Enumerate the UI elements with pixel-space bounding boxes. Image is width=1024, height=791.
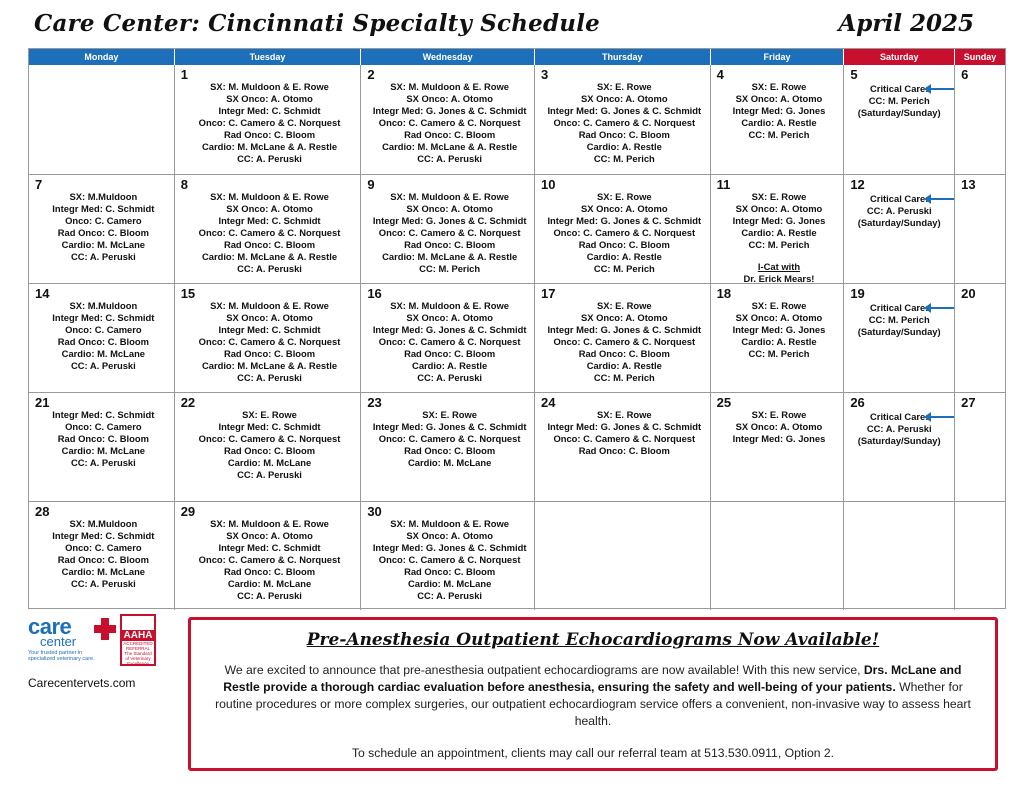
schedule-entry: Rad Onco: C. Bloom	[223, 348, 316, 359]
day-number: 17	[540, 286, 556, 301]
day-cell-monday	[29, 175, 175, 283]
schedule-entry: SX Onco: A. Otomo	[580, 312, 668, 323]
schedule-entry: SX Onco: A. Otomo	[226, 93, 313, 104]
schedule-list	[711, 191, 844, 283]
schedule-entry: SX Onco: A. Otomo	[406, 93, 493, 104]
schedule-entry: SX Onco: A. Otomo	[226, 530, 313, 541]
schedule-entry: SX: E. Rowe	[751, 81, 807, 92]
schedule-entry: SX: M. Muldoon & E. Rowe	[390, 518, 510, 529]
red-cross-icon	[94, 618, 116, 640]
day-cell-thursday	[535, 502, 711, 610]
announcement-title: Pre-Anesthesia Outpatient Echocardiograms Now Available!	[306, 630, 880, 650]
day-number: 28	[35, 504, 50, 519]
schedule-entry: Onco: C. Camero	[65, 542, 142, 553]
schedule-entry: Cardio: M. McLane & A. Restle	[201, 141, 338, 152]
day-cell-sunday	[955, 502, 1005, 610]
schedule-entry: SX: M.Muldoon	[69, 518, 138, 529]
schedule-entry: SX Onco: A. Otomo	[735, 203, 823, 214]
schedule-entry: SX: E. Rowe	[751, 191, 807, 202]
schedule-entry: SX: M. Muldoon & E. Rowe	[210, 518, 329, 529]
logo-tagline: Your trusted partner in specialized veterinary care.	[28, 650, 95, 662]
day-number: 3	[540, 67, 549, 82]
schedule-entry: Rad Onco: C. Bloom	[57, 227, 149, 238]
schedule-entry: Integr Med: C. Schmidt	[52, 530, 155, 541]
announcement-body-bold: Drs. McLane and Restle provide a thorough cardiac evaluation before anesthesia, ensuring the safety and well-being of your patients.	[223, 663, 962, 694]
schedule-entry: Rad Onco: C. Bloom	[404, 239, 496, 250]
day-header-saturday: Saturday	[844, 49, 955, 65]
schedule-entry: Integr Med: C. Schmidt	[218, 215, 321, 226]
schedule-entry: SX Onco: A. Otomo	[406, 530, 493, 541]
day-number: 7	[35, 177, 43, 192]
day-number: 15	[180, 286, 196, 301]
schedule-entry: SX Onco: A. Otomo	[406, 203, 493, 214]
schedule-entry: CC: A. Peruski	[417, 590, 483, 601]
month-label: April 2025	[838, 10, 974, 37]
schedule-entry: Rad Onco: C. Bloom	[404, 129, 496, 140]
schedule-entry: Integr Med: G. Jones & C. Schmidt	[372, 215, 527, 226]
day-cell-tuesday	[175, 284, 362, 392]
schedule-entry: Cardio: M. McLane	[227, 578, 312, 589]
schedule-list	[175, 300, 361, 384]
double-arrow-icon	[930, 416, 955, 418]
week-row	[29, 174, 1005, 283]
schedule-entry: Integr Med: C. Schmidt	[218, 542, 321, 553]
critical-care-line: (Saturday/Sunday)	[857, 217, 941, 228]
day-cell-wednesday	[361, 65, 535, 174]
day-header-thursday: Thursday	[535, 49, 711, 65]
day-cell-thursday	[535, 393, 711, 501]
day-cell-wednesday	[361, 393, 535, 501]
schedule-entry: Onco: C. Camero	[65, 215, 142, 226]
day-cell-tuesday	[175, 502, 362, 610]
day-cell-tuesday	[175, 393, 362, 501]
schedule-entry: Onco: C. Camero & C. Norquest	[198, 117, 341, 128]
schedule-entry: CC: M. Perich	[748, 348, 810, 359]
schedule-entry: Integr Med: G. Jones & C. Schmidt	[372, 105, 527, 116]
schedule-list	[361, 518, 534, 602]
schedule-entry: Integr Med: G. Jones	[732, 105, 826, 116]
day-header-friday: Friday	[711, 49, 845, 65]
logo-care-text: care	[28, 614, 72, 639]
day-number: 26	[850, 395, 865, 410]
schedule-entry: SX: M. Muldoon & E. Rowe	[390, 191, 510, 202]
day-number: 12	[850, 177, 865, 192]
schedule-entry: Integr Med: C. Schmidt	[218, 421, 321, 432]
schedule-entry: Rad Onco: C. Bloom	[578, 445, 670, 456]
day-number: 29	[180, 504, 196, 519]
aaha-sub-label-2: The Standard of Veterinary Excellence	[124, 651, 152, 666]
day-cell-monday	[29, 393, 175, 501]
day-cell-saturday	[844, 393, 955, 501]
schedule-entry: Onco: C. Camero & C. Norquest	[378, 227, 521, 238]
schedule-entry: CC: A. Peruski	[70, 360, 136, 371]
day-number: 22	[180, 395, 196, 410]
schedule-list	[711, 81, 844, 141]
schedule-entry: CC: M. Perich	[593, 153, 655, 164]
schedule-entry: Integr Med: G. Jones & C. Schmidt	[372, 542, 527, 553]
day-cell-friday	[711, 175, 845, 283]
week-row	[29, 501, 1005, 610]
schedule-entry: SX: M. Muldoon & E. Rowe	[390, 81, 510, 92]
schedule-entry: Onco: C. Camero & C. Norquest	[553, 227, 696, 238]
schedule-entry: Cardio: A. Restle	[412, 360, 488, 371]
day-number: 9	[367, 177, 375, 192]
schedule-entry: Rad Onco: C. Bloom	[223, 129, 316, 140]
schedule-entry: Onco: C. Camero & C. Norquest	[378, 117, 521, 128]
schedule-entry: Rad Onco: C. Bloom	[578, 239, 670, 250]
schedule-entry: Rad Onco: C. Bloom	[404, 566, 496, 577]
schedule-entry: Onco: C. Camero & C. Norquest	[378, 336, 521, 347]
schedule-entry: Onco: C. Camero & C. Norquest	[198, 433, 341, 444]
critical-care-line: (Saturday/Sunday)	[857, 107, 941, 118]
schedule-entry: SX Onco: A. Otomo	[735, 93, 823, 104]
schedule-entry: SX Onco: A. Otomo	[735, 421, 823, 432]
day-number: 8	[180, 177, 188, 192]
critical-care-line: Critical Care:	[870, 193, 929, 204]
critical-care-line: (Saturday/Sunday)	[857, 435, 941, 446]
schedule-entry: Cardio: M. McLane	[61, 348, 146, 359]
announcement-body-part-2: Whether for routine procedures or more complex surgeries, our outpatient echocardiogram service offers a convenient, non-invasive way to assess heart health.	[215, 680, 971, 728]
schedule-entry: Integr Med: C. Schmidt	[218, 324, 321, 335]
schedule-entry: Rad Onco: C. Bloom	[57, 433, 149, 444]
announcement-footer: To schedule an appointment, clients may call our referral team at 513.530.0911, Option 2.	[351, 746, 835, 760]
schedule-entry: SX Onco: A. Otomo	[735, 312, 823, 323]
day-number: 24	[540, 395, 556, 410]
double-arrow-icon	[930, 307, 955, 309]
schedule-entry: Rad Onco: C. Bloom	[223, 566, 316, 577]
day-number: 20	[961, 286, 976, 301]
echo-announcement	[188, 617, 998, 771]
day-number: 18	[716, 286, 732, 301]
special-note: Dr. Erick Mears!	[743, 273, 815, 283]
critical-care-line: Critical Care:	[870, 411, 929, 422]
schedule-entry: Cardio: M. McLane & A. Restle	[201, 251, 338, 262]
critical-care-line: CC: A. Peruski	[866, 423, 932, 434]
schedule-entry: Rad Onco: C. Bloom	[223, 239, 316, 250]
website-link[interactable]: Carecentervets.com	[28, 676, 136, 690]
day-cell-tuesday	[175, 65, 362, 174]
double-arrow-icon	[930, 88, 955, 90]
schedule-entry: CC: M. Perich	[419, 263, 481, 274]
schedule-entry: Integr Med: G. Jones	[732, 433, 826, 444]
schedule-list	[175, 518, 361, 602]
schedule-entry: Onco: C. Camero & C. Norquest	[198, 554, 341, 565]
schedule-entry: Cardio: A. Restle	[586, 251, 662, 262]
day-cell-saturday	[844, 175, 955, 283]
day-number: 27	[961, 395, 976, 410]
schedule-entry: Integr Med: G. Jones & C. Schmidt	[547, 421, 702, 432]
day-cell-monday	[29, 284, 175, 392]
day-cell-sunday	[955, 175, 1005, 283]
day-cell-friday	[711, 65, 845, 174]
day-header-wednesday: Wednesday	[361, 49, 535, 65]
schedule-entry: SX Onco: A. Otomo	[580, 93, 668, 104]
schedule-list	[361, 409, 534, 469]
week-row	[29, 392, 1005, 501]
announcement-body-part-1: We are excited to announce that pre-anesthesia outpatient echocardiograms are now available! With this new service,	[224, 663, 864, 677]
schedule-entry: Integr Med: C. Schmidt	[52, 409, 155, 420]
page-title: Care Center: Cincinnati Specialty Schedule	[34, 10, 600, 37]
day-cell-sunday	[955, 284, 1005, 392]
schedule-entry: Cardio: M. McLane & A. Restle	[201, 360, 338, 371]
day-cell-tuesday	[175, 175, 362, 283]
schedule-entry: Integr Med: C. Schmidt	[218, 105, 321, 116]
schedule-entry: CC: A. Peruski	[70, 578, 136, 589]
schedule-entry: Onco: C. Camero & C. Norquest	[553, 433, 696, 444]
day-number: 16	[367, 286, 382, 301]
schedule-list	[535, 409, 710, 457]
double-arrow-icon	[930, 198, 955, 200]
logo-center-text: center	[40, 634, 77, 649]
schedule-entry: Onco: C. Camero & C. Norquest	[378, 554, 521, 565]
schedule-entry: SX: E. Rowe	[596, 409, 652, 420]
schedule-entry: SX: E. Rowe	[596, 191, 652, 202]
schedule-entry: Rad Onco: C. Bloom	[404, 445, 496, 456]
schedule-entry: Onco: C. Camero	[65, 421, 142, 432]
schedule-entry: Onco: C. Camero & C. Norquest	[553, 336, 696, 347]
aaha-sub-label: ACCREDITED REFERRAL	[123, 641, 153, 651]
critical-care-line: CC: M. Perich	[868, 314, 930, 325]
day-header-monday: Monday	[29, 49, 175, 65]
day-number: 19	[850, 286, 865, 301]
day-number: 21	[35, 395, 50, 410]
schedule-entry: CC: A. Peruski	[237, 590, 302, 601]
announcement-body	[205, 662, 981, 730]
schedule-list	[175, 191, 361, 275]
schedule-entry: CC: A. Peruski	[237, 153, 302, 164]
schedule-list	[175, 409, 361, 481]
day-cell-wednesday	[361, 284, 535, 392]
day-cell-friday	[711, 393, 845, 501]
day-number: 10	[540, 177, 556, 192]
day-cell-saturday	[844, 502, 955, 610]
schedule-entry: Cardio: M. McLane	[61, 566, 146, 577]
day-number: 30	[367, 504, 382, 519]
schedule-list	[535, 300, 710, 384]
day-cell-friday	[711, 502, 845, 610]
schedule-entry: SX: M.Muldoon	[69, 191, 138, 202]
schedule-entry: CC: A. Peruski	[237, 263, 302, 274]
day-cell-monday	[29, 502, 175, 610]
day-header-sunday: Sunday	[955, 49, 1005, 65]
schedule-entry: SX: E. Rowe	[751, 300, 807, 311]
schedule-entry: Integr Med: G. Jones & C. Schmidt	[547, 105, 702, 116]
schedule-entry: Rad Onco: C. Bloom	[57, 336, 149, 347]
schedule-entry: CC: A. Peruski	[237, 469, 302, 480]
schedule-entry: Rad Onco: C. Bloom	[57, 554, 149, 565]
schedule-entry: SX Onco: A. Otomo	[226, 203, 313, 214]
schedule-entry: SX Onco: A. Otomo	[226, 312, 313, 323]
schedule-entry: Cardio: M. McLane	[61, 239, 146, 250]
schedule-entry: CC: A. Peruski	[70, 251, 136, 262]
day-number: 14	[35, 286, 50, 301]
day-number: 6	[961, 67, 969, 82]
schedule-entry: CC: M. Perich	[748, 239, 810, 250]
day-number: 11	[716, 177, 731, 192]
day-cell-wednesday	[361, 502, 535, 610]
day-cell-wednesday	[361, 175, 535, 283]
week-row	[29, 65, 1005, 174]
schedule-entry: Cardio: M. McLane	[407, 457, 492, 468]
schedule-entry: Rad Onco: C. Bloom	[404, 348, 496, 359]
schedule-entry: Integr Med: G. Jones	[732, 324, 826, 335]
schedule-list	[29, 191, 174, 263]
schedule-entry: CC: M. Perich	[593, 263, 655, 274]
schedule-entry: SX: M. Muldoon & E. Rowe	[390, 300, 510, 311]
schedule-entry: Rad Onco: C. Bloom	[223, 445, 316, 456]
schedule-entry: SX Onco: A. Otomo	[580, 203, 668, 214]
schedule-list	[29, 409, 174, 469]
day-cell-sunday	[955, 65, 1005, 174]
schedule-list	[175, 81, 361, 165]
day-cell-thursday	[535, 175, 711, 283]
day-cell-saturday	[844, 65, 955, 174]
schedule-entry: Onco: C. Camero	[65, 324, 142, 335]
schedule-entry: Integr Med: C. Schmidt	[52, 312, 155, 323]
day-cell-sunday	[955, 393, 1005, 501]
schedule-list	[535, 191, 710, 275]
schedule-entry: Integr Med: C. Schmidt	[52, 203, 155, 214]
schedule-entry: Cardio: M. McLane	[227, 457, 312, 468]
schedule-entry: Onco: C. Camero & C. Norquest	[198, 227, 341, 238]
schedule-entry: Cardio: A. Restle	[741, 117, 817, 128]
calendar-header	[29, 49, 1005, 65]
schedule-entry: Cardio: M. McLane & A. Restle	[382, 141, 518, 152]
schedule-entry: Cardio: A. Restle	[741, 336, 817, 347]
schedule-entry: CC: M. Perich	[593, 372, 655, 383]
schedule-entry: Cardio: A. Restle	[741, 227, 817, 238]
schedule-entry: Cardio: M. McLane	[61, 445, 146, 456]
schedule-list	[361, 191, 534, 275]
day-cell-thursday	[535, 284, 711, 392]
day-cell-saturday	[844, 284, 955, 392]
schedule-entry: Integr Med: G. Jones	[732, 215, 826, 226]
schedule-entry: Onco: C. Camero & C. Norquest	[198, 336, 341, 347]
day-number: 25	[716, 395, 732, 410]
day-number: 5	[850, 67, 858, 82]
schedule-entry: SX: E. Rowe	[751, 409, 807, 420]
schedule-entry: Cardio: A. Restle	[586, 360, 662, 371]
schedule-entry: Integr Med: G. Jones & C. Schmidt	[547, 215, 702, 226]
schedule-entry: SX: E. Rowe	[422, 409, 477, 420]
schedule-entry: SX: M. Muldoon & E. Rowe	[210, 191, 329, 202]
schedule-entry: Integr Med: G. Jones & C. Schmidt	[372, 324, 527, 335]
schedule-entry: Rad Onco: C. Bloom	[578, 348, 670, 359]
schedule-entry: CC: A. Peruski	[417, 372, 483, 383]
care-center-logo	[28, 614, 156, 672]
schedule-entry: SX Onco: A. Otomo	[406, 312, 493, 323]
aaha-label: AAHA	[123, 630, 153, 641]
calendar-weeks	[29, 65, 1005, 610]
schedule-list	[535, 81, 710, 165]
critical-care-line: Critical Care:	[870, 83, 929, 94]
schedule-entry: SX: E. Rowe	[596, 81, 652, 92]
schedule-entry: Cardio: A. Restle	[586, 141, 662, 152]
calendar	[28, 48, 1006, 609]
critical-care-line: (Saturday/Sunday)	[857, 326, 941, 337]
critical-care-line: CC: M. Perich	[868, 95, 930, 106]
day-cell-thursday	[535, 65, 711, 174]
schedule-entry: Cardio: M. McLane & A. Restle	[382, 251, 518, 262]
schedule-entry: SX: E. Rowe	[596, 300, 652, 311]
schedule-entry: CC: A. Peruski	[237, 372, 302, 383]
schedule-list	[711, 409, 844, 445]
schedule-entry: SX: M. Muldoon & E. Rowe	[210, 81, 329, 92]
day-number: 1	[180, 67, 188, 82]
schedule-list	[29, 300, 174, 372]
schedule-entry: SX: M.Muldoon	[69, 300, 138, 311]
critical-care-line: CC: A. Peruski	[866, 205, 932, 216]
schedule-list	[29, 518, 174, 590]
day-number: 4	[716, 67, 724, 82]
day-cell-friday	[711, 284, 845, 392]
schedule-list	[711, 300, 844, 360]
schedule-entry: CC: M. Perich	[748, 129, 810, 140]
schedule-list	[361, 81, 534, 165]
day-number: 13	[961, 177, 976, 192]
schedule-entry: CC: A. Peruski	[417, 153, 483, 164]
day-number: 2	[367, 67, 375, 82]
week-row	[29, 283, 1005, 392]
schedule-entry: Integr Med: G. Jones & C. Schmidt	[372, 421, 527, 432]
schedule-entry: SX: E. Rowe	[242, 409, 297, 420]
day-number: 23	[367, 395, 382, 410]
schedule-entry: Onco: C. Camero & C. Norquest	[378, 433, 521, 444]
schedule-entry: Rad Onco: C. Bloom	[578, 129, 670, 140]
day-header-tuesday: Tuesday	[175, 49, 362, 65]
schedule-list	[361, 300, 534, 384]
special-note: I-Cat with	[757, 261, 801, 272]
day-cell-monday	[29, 65, 175, 174]
schedule-entry: CC: A. Peruski	[70, 457, 136, 468]
schedule-entry: Onco: C. Camero & C. Norquest	[553, 117, 696, 128]
aaha-badge	[120, 614, 156, 666]
schedule-entry: Integr Med: G. Jones & C. Schmidt	[547, 324, 702, 335]
schedule-entry: SX: M. Muldoon & E. Rowe	[210, 300, 329, 311]
schedule-entry: Cardio: M. McLane	[407, 578, 492, 589]
critical-care-line: Critical Care:	[870, 302, 929, 313]
